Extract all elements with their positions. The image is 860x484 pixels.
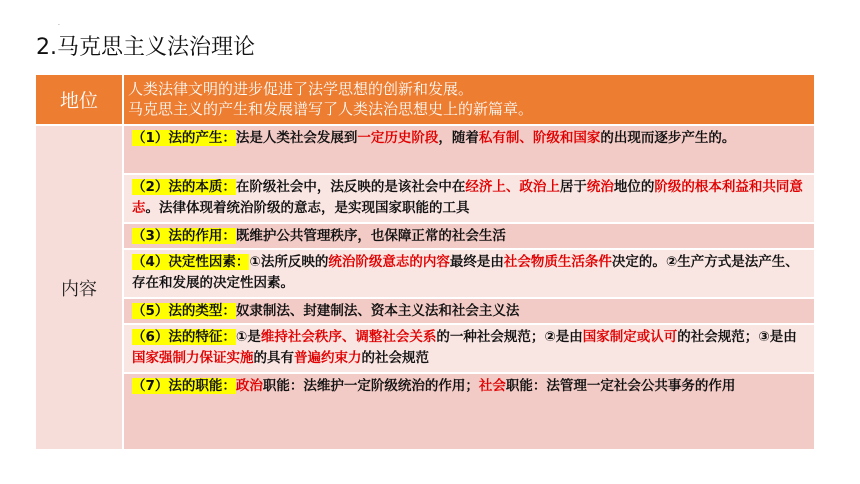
header-line-1: 人类法律文明的进步促进了法学思想的创新和发展。	[128, 80, 474, 98]
row-highlight: 一定历史阶段	[357, 130, 439, 146]
row-highlight: 维持社会秩序、调整社会关系	[260, 329, 437, 345]
row-text: 居于	[559, 179, 587, 195]
row-text: 地位的	[613, 179, 655, 195]
content-row-essence	[124, 175, 814, 222]
row-label: （1）法的产生：	[132, 130, 236, 146]
row-text: 既维护公共管理秩序，也保障正常的社会生活	[235, 228, 506, 244]
row-label: （6）法的特征：	[132, 329, 236, 345]
row-text: 最终是由	[449, 254, 504, 270]
row-text: 职能：法管理一定社会公共事务的作用	[505, 378, 736, 394]
content-table	[36, 75, 814, 449]
row-highlight: 国家强制力保证实施	[132, 350, 254, 366]
row-text: 奴隶制法、封建制法、资本主义法和社会主义法	[235, 303, 520, 319]
row-label: （2）法的本质：	[132, 179, 236, 195]
row-text: ①法所反映的	[249, 254, 329, 270]
row-text: 在阶级社会中，法反映的是该社会中在	[235, 179, 466, 195]
row-label: （3）法的作用：	[132, 228, 236, 244]
row-text: 的具有	[253, 350, 294, 366]
header-line-2: 马克思主义的产生和发展谱写了人类法治思想史上的新篇章。	[128, 100, 534, 118]
row-highlight: 经济上、政治上	[465, 179, 560, 195]
page-title: 2.马克思主义法治理论	[36, 35, 255, 60]
row-label: （7）法的职能：	[132, 378, 236, 394]
row-text: 职能：法维护一定阶级统治的作用；	[262, 378, 479, 394]
header-label-cell: 地位	[36, 75, 122, 124]
content-row-determinant	[124, 250, 814, 297]
row-label: （5）法的类型：	[132, 303, 236, 319]
content-row-origin	[124, 126, 814, 173]
row-text: ，随着	[438, 130, 479, 146]
row-highlight: 阶级的根本利益和共同意志	[132, 179, 803, 216]
row-text: 。法律体现着统治阶级的意志，是实现国家职能的工具	[145, 200, 470, 216]
row-highlight: 政治	[235, 378, 263, 394]
row-text: 的出现而逐步产生的。	[600, 130, 736, 146]
row-highlight: 统治阶级意志的内容	[328, 254, 450, 270]
content-row-types	[124, 299, 814, 323]
row-highlight: 统治	[586, 179, 614, 195]
row-highlight: 国家制定或认可	[582, 329, 678, 345]
row-text: 的社会规范	[361, 350, 429, 366]
row-text: ①是	[235, 329, 261, 345]
body-label-cell: 内容	[36, 126, 122, 449]
header-content-cell	[124, 75, 814, 124]
content-row-features	[124, 325, 814, 372]
row-highlight: 私有制、阶级和国家	[478, 130, 601, 146]
row-text: 的一种社会规范；②是由	[436, 329, 583, 345]
row-text: 决定的。②生产方式是法产生、存在和发展的决定性因素。	[132, 254, 799, 291]
row-highlight: 社会物质生活条件	[503, 254, 612, 270]
row-label: （4）决定性因素：	[132, 254, 250, 270]
row-text: 的社会规范；③是由	[677, 329, 797, 345]
content-row-duties	[124, 374, 814, 449]
content-row-function	[124, 224, 814, 248]
row-highlight: 普遍约束力	[294, 350, 362, 366]
row-text: 法是人类社会发展到	[235, 130, 358, 146]
decorative-dot: .	[58, 20, 60, 27]
row-highlight: 社会	[478, 378, 506, 394]
body-content-cell	[124, 126, 814, 449]
